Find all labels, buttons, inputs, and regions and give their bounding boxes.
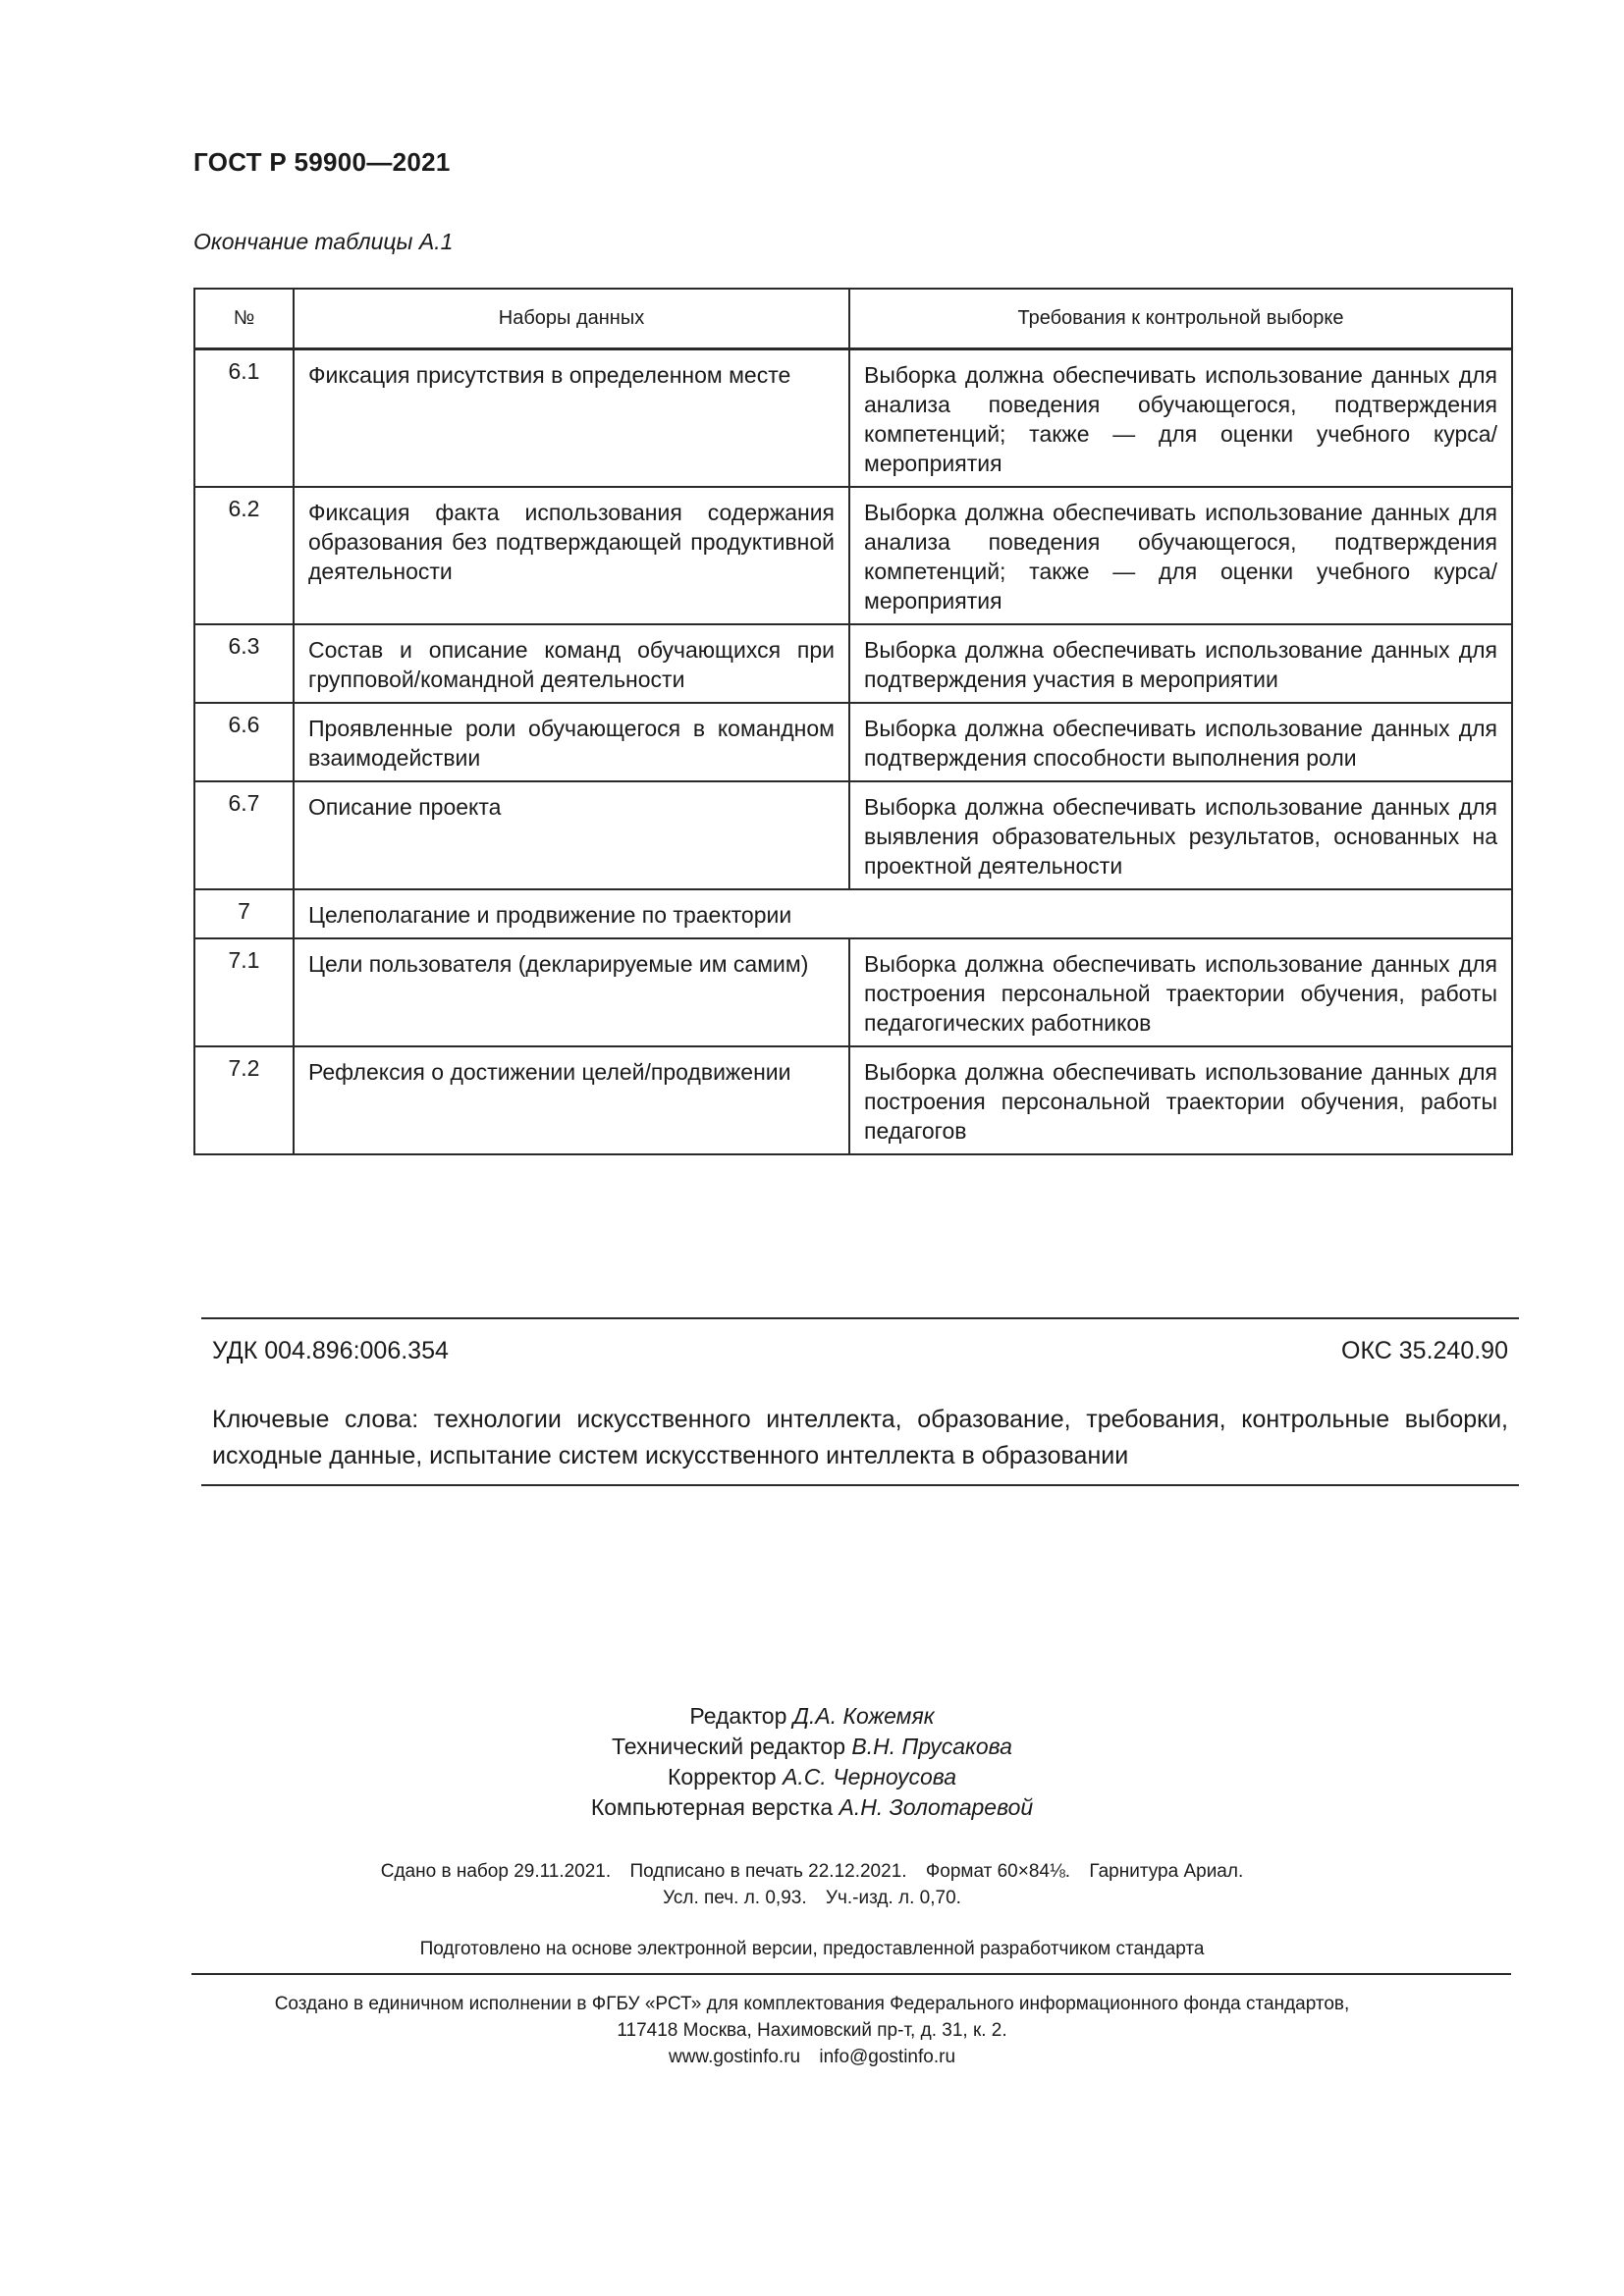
imprint-format: Формат 60×84⅛. [925,1861,1071,1882]
udk-code: УДК 004.896:006.354 [212,1337,449,1364]
requirement-cell: Выборка должна обеспечивать использование данных для построения персональной траектории обучения, работы педагогических работников [849,938,1512,1046]
publisher-contacts [0,2044,1624,2070]
row-number: 7.2 [194,1046,294,1154]
email-link[interactable]: info@gostinfo.ru [819,2047,956,2067]
credits-block [0,1701,1624,1823]
table-header-row [194,289,1512,349]
publisher-address: 117418 Москва, Нахимовский пр-т, д. 31, к. 2. [617,2020,1007,2041]
credit-name: А.С. Черноусова [783,1764,957,1789]
prepared-note: Подготовлено на основе электронной версии, предоставленной разработчиком стандарта [419,1939,1205,1959]
credit-name: Д.А. Кожемяк [792,1703,935,1729]
section-title: Целеполагание и продвижение по траектории [294,889,1512,938]
imprint-block [0,1858,1624,1911]
credit-role: Редактор [689,1703,787,1729]
footer-bottom-rule [201,1484,1519,1486]
dataset-cell: Фиксация присутствия в определенном месте [294,349,849,488]
imprint-line-2 [0,1885,1624,1911]
imprint-submitted: Сдано в набор 29.11.2021. [380,1861,612,1882]
imprint-line-1 [0,1858,1624,1885]
row-number: 6.7 [194,781,294,889]
table-row [194,703,1512,781]
column-header-requirements: Требования к контрольной выборке [849,289,1512,349]
row-number: 7.1 [194,938,294,1046]
imprint-pub-sheets: Уч.-изд. л. 0,70. [825,1888,961,1908]
credit-line [0,1762,1624,1792]
imprint-signed: Подписано в печать 22.12.2021. [629,1861,907,1882]
row-number: 6.2 [194,487,294,624]
dataset-cell: Цели пользователя (декларируемые им самим) [294,938,849,1046]
table-row [194,1046,1512,1154]
dataset-cell: Проявленные роли обучающегося в командном взаимодействии [294,703,849,781]
requirement-cell: Выборка должна обеспечивать использование данных для анализа поведения обучающегося, подтверждения компетенций; также — для оценки учебного курса/мероприятия [849,349,1512,488]
column-header-datasets: Наборы данных [294,289,849,349]
requirement-cell: Выборка должна обеспечивать использование данных для анализа поведения обучающегося, подтверждения компетенций; также — для оценки учебного курса/мероприятия [849,487,1512,624]
row-number: 6.3 [194,624,294,703]
dataset-cell: Описание проекта [294,781,849,889]
imprint-print-sheets: Усл. печ. л. 0,93. [663,1888,807,1908]
row-number: 6.6 [194,703,294,781]
section-number: 7 [194,889,294,938]
footer-top-rule [201,1317,1519,1319]
table-caption: Окончание таблицы А.1 [193,229,454,254]
credit-name: В.Н. Прусакова [851,1734,1012,1759]
requirement-cell: Выборка должна обеспечивать использование данных для подтверждения способности выполнения роли [849,703,1512,781]
dataset-cell: Состав и описание команд обучающихся при групповой/командной деятельности [294,624,849,703]
table-row [194,349,1512,488]
table-row [194,938,1512,1046]
credit-line [0,1732,1624,1762]
requirement-cell: Выборка должна обеспечивать использование данных для выявления образовательных результатов, основанных на проектной деятельности [849,781,1512,889]
website-link[interactable]: www.gostinfo.ru [668,2047,801,2067]
document-code: ГОСТ Р 59900—2021 [193,147,451,177]
requirements-table [193,288,1513,1155]
table-row [194,781,1512,889]
column-header-number: № [194,289,294,349]
imprint-font: Гарнитура Ариал. [1089,1861,1244,1882]
dataset-cell: Рефлексия о достижении целей/продвижении [294,1046,849,1154]
table-row [194,624,1512,703]
publisher-block [0,1991,1624,2070]
credit-role: Компьютерная верстка [590,1794,834,1820]
dataset-cell: Фиксация факта использования содержания образования без подтверждающей продуктивной деятельности [294,487,849,624]
requirement-cell: Выборка должна обеспечивать использование данных для построения персональной траектории обучения, работы педагогов [849,1046,1512,1154]
credit-name: А.Н. Золотаревой [839,1794,1034,1820]
keywords: Ключевые слова: технологии искусственного интеллекта, образование, требования, контрольные выборки, исходные данные, испытание систем искусственного интеллекта в образовании [212,1406,1508,1469]
oks-code: ОКС 35.240.90 [1341,1337,1508,1364]
credit-line [0,1701,1624,1732]
row-number: 6.1 [194,349,294,488]
requirement-cell: Выборка должна обеспечивать использование данных для подтверждения участия в мероприятии [849,624,1512,703]
credit-line [0,1792,1624,1823]
credit-role: Технический редактор [612,1734,846,1759]
table-row [194,487,1512,624]
credit-role: Корректор [667,1764,777,1789]
table-section-row [194,889,1512,938]
publisher-rule [191,1973,1511,1975]
publisher-line-1: Создано в единичном исполнении в ФГБУ «РСТ» для комплектования Федерального информационного фонда стандартов, [274,1994,1350,2014]
